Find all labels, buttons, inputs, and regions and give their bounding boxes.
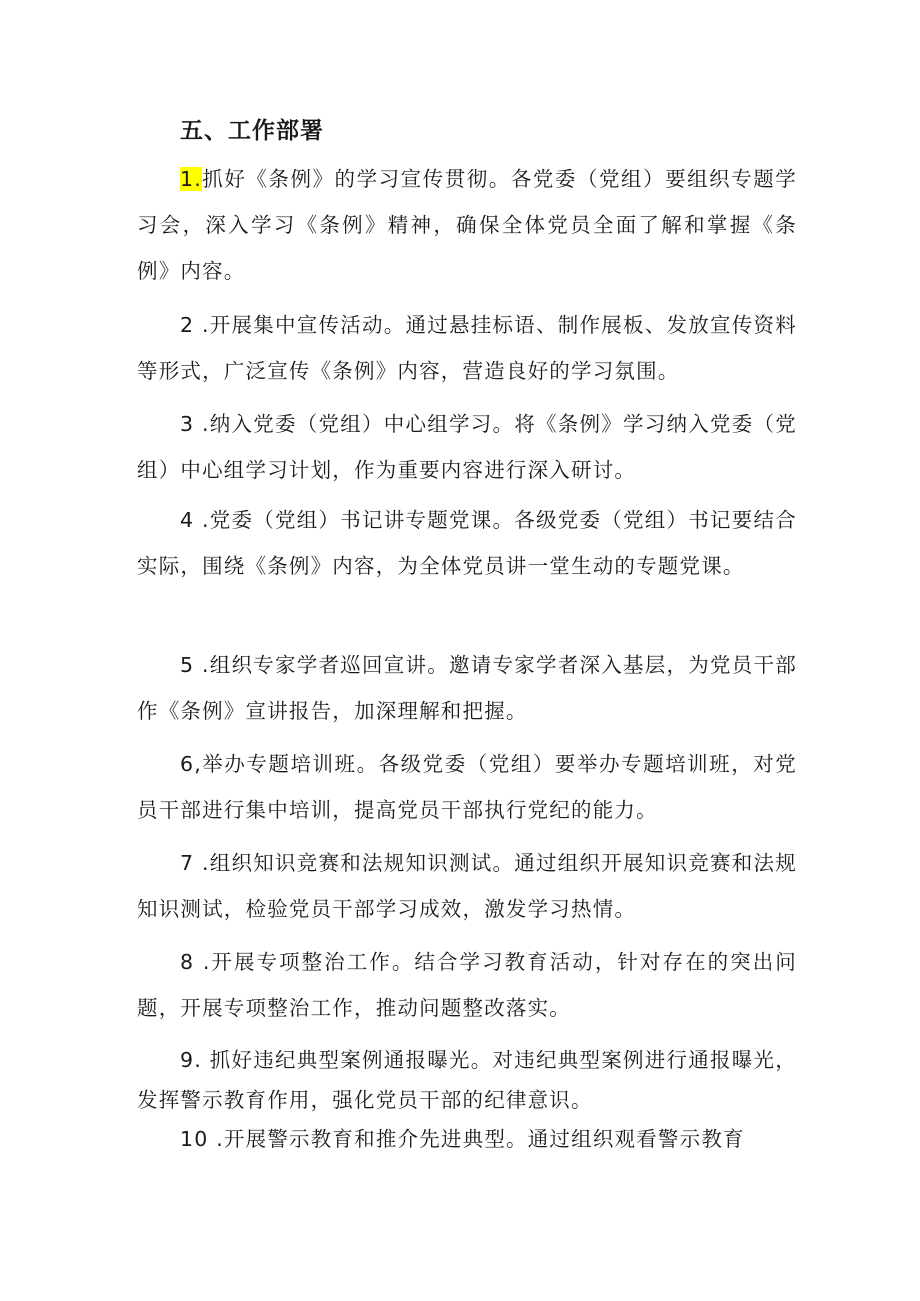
- paragraph-text: 抓好《条例》的学习宣传贯彻。各党委（党组）要组织专题学习会，深入学习《条例》精神，确保全体党员全面了解和掌握《条例》内容。: [137, 167, 797, 283]
- paragraph-text: 举办专题培训班。各级党委（党组）要举办专题培训班，对党员干部进行集中培训，提高党员干部执行党纪的能力。: [137, 752, 797, 822]
- paragraph-10: [137, 1116, 797, 1162]
- paragraph-2: [137, 302, 797, 394]
- paragraph-text: 开展警示教育和推介先进典型。通过组织观看警示教育: [223, 1127, 745, 1151]
- paragraph-number: 6,: [180, 752, 202, 776]
- section-heading: 五、工作部署: [180, 118, 324, 144]
- paragraph-number: 3 .: [180, 412, 210, 436]
- paragraph-3: [137, 401, 797, 493]
- paragraph-text: 纳入党委（党组）中心组学习。将《条例》学习纳入党委（党组）中心组学习计划，作为重要内容进行深入研讨。: [137, 412, 797, 482]
- paragraph-number: 10 .: [180, 1127, 224, 1151]
- paragraph-number: 1.: [180, 167, 202, 191]
- paragraph-text: 党委（党组）书记讲专题党课。各级党委（党组）书记要结合实际，围绕《条例》内容，为全体党员讲一堂生动的专题党课。: [137, 508, 797, 578]
- paragraph-number: 9.: [180, 1048, 210, 1072]
- paragraph-text: 组织专家学者巡回宣讲。邀请专家学者深入基层，为党员干部作《条例》宣讲报告，加深理解和把握。: [137, 653, 797, 723]
- paragraph-text: 抓好违纪典型案例通报曝光。对违纪典型案例进行通报曝光，发挥警示教育作用，强化党员干部的纪律意识。: [137, 1048, 797, 1112]
- paragraph-number: 8 .: [180, 950, 211, 974]
- paragraph-number: 5 .: [180, 653, 210, 677]
- paragraph-number: 7 .: [180, 851, 210, 875]
- paragraph-number: 4 .: [180, 508, 210, 532]
- paragraph-1: [137, 156, 797, 294]
- paragraph-7: [137, 840, 797, 932]
- paragraph-9: [137, 1040, 797, 1120]
- paragraph-text: 开展集中宣传活动。通过悬挂标语、制作展板、发放宣传资料等形式，广泛宣传《条例》内容，营造良好的学习氛围。: [137, 313, 797, 383]
- paragraph-text: 开展专项整治工作。结合学习教育活动，针对存在的突出问题，开展专项整治工作，推动问题整改落实。: [137, 950, 797, 1020]
- paragraph-6: [137, 741, 797, 833]
- paragraph-text: 组织知识竞赛和法规知识测试。通过组织开展知识竞赛和法规知识测试，检验党员干部学习成效，激发学习热情。: [137, 851, 797, 921]
- paragraph-4: [137, 497, 797, 589]
- paragraph-number: 2 .: [180, 313, 210, 337]
- paragraph-8: [137, 939, 797, 1031]
- paragraph-5: [137, 642, 797, 734]
